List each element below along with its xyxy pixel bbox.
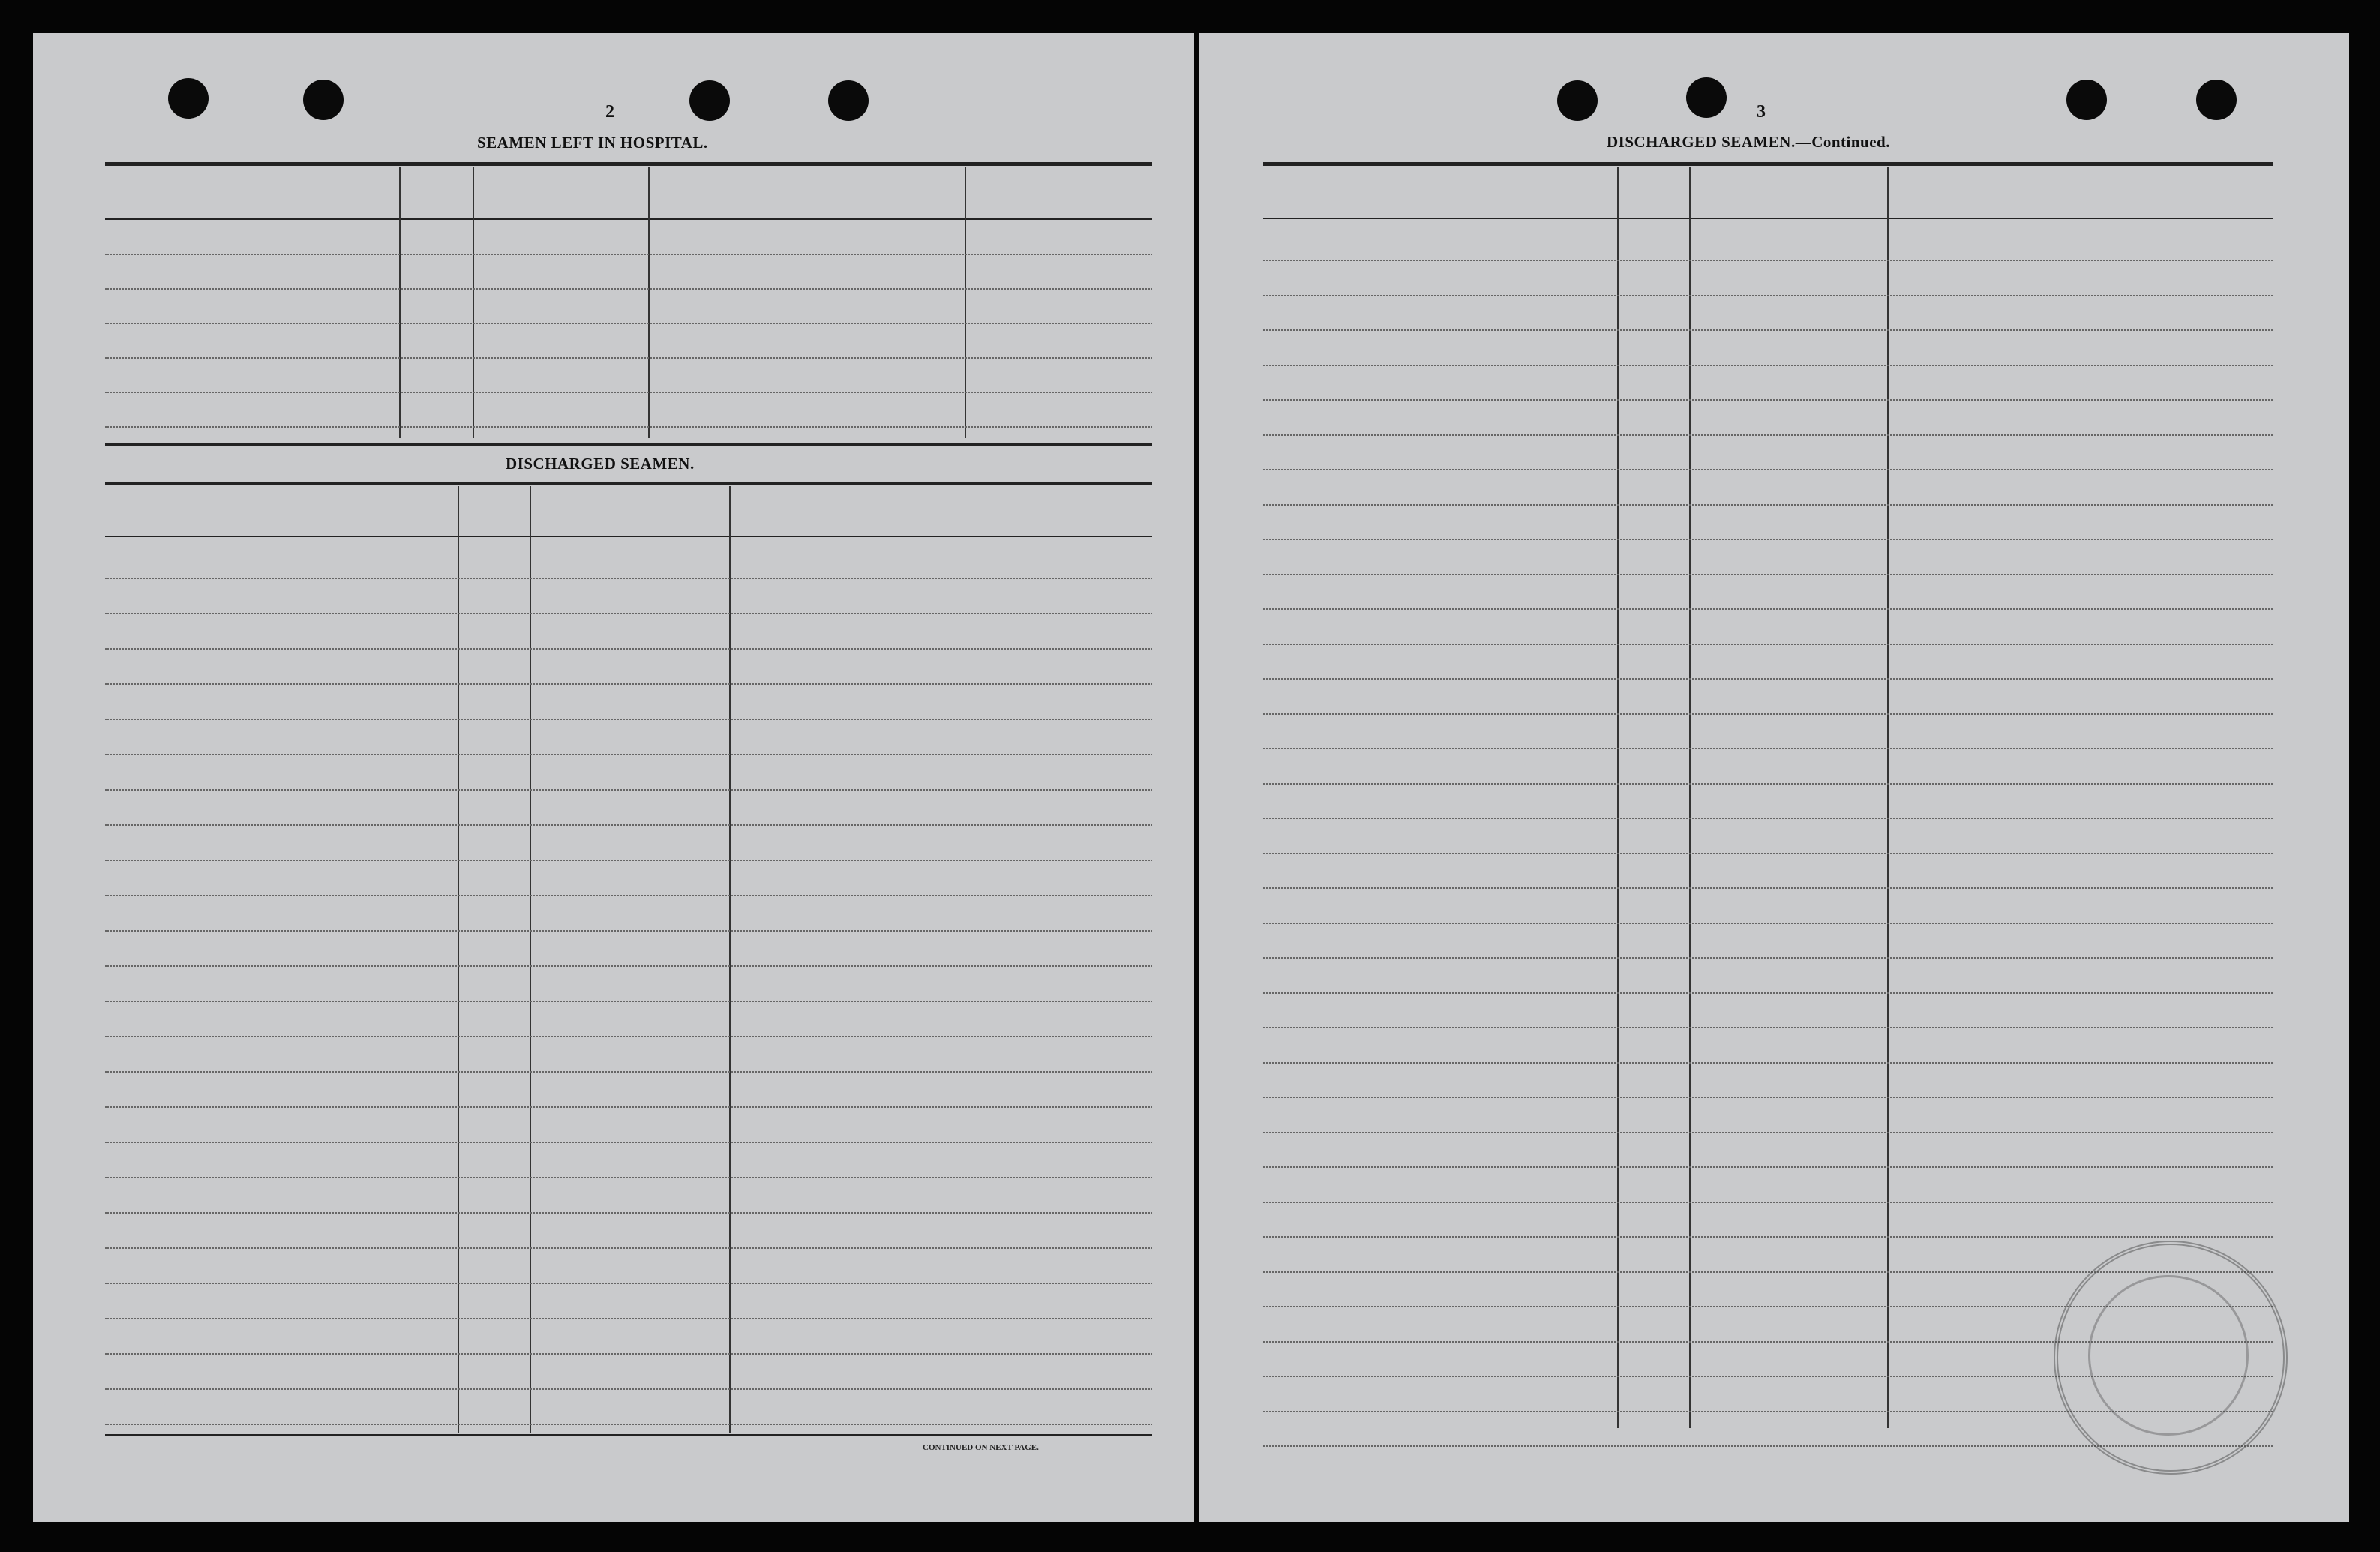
row-rule xyxy=(105,1283,1152,1284)
discharged-table-top-rule xyxy=(105,482,1152,485)
row-rule xyxy=(1263,1097,2273,1098)
row-rule xyxy=(105,789,1152,791)
page-number: 3 xyxy=(1757,102,1766,122)
row-rule xyxy=(105,683,1152,685)
column-divider xyxy=(648,167,650,438)
row-rule xyxy=(1263,574,2273,575)
row-rule xyxy=(1263,1027,2273,1028)
punch-hole-icon xyxy=(303,80,344,120)
row-rule xyxy=(105,930,1152,932)
row-rule xyxy=(105,1353,1152,1355)
row-rule xyxy=(1263,853,2273,854)
row-rule xyxy=(105,288,1152,290)
punch-hole-icon xyxy=(2066,80,2107,120)
row-rule xyxy=(1263,1202,2273,1203)
column-divider xyxy=(965,167,966,438)
row-rule xyxy=(105,824,1152,826)
row-rule xyxy=(1263,504,2273,506)
row-rule xyxy=(1263,887,2273,889)
row-rule xyxy=(1263,399,2273,401)
row-rule xyxy=(105,1247,1152,1249)
punch-hole-icon xyxy=(1686,77,1727,118)
row-rule xyxy=(105,895,1152,896)
discharged-top-rule xyxy=(105,443,1152,446)
row-rule xyxy=(105,1071,1152,1073)
row-rule xyxy=(105,392,1152,393)
column-divider xyxy=(729,486,731,1433)
row-rule xyxy=(105,754,1152,755)
row-rule xyxy=(1263,365,2273,366)
row-rule xyxy=(105,426,1152,428)
discharged-continued-title: DISCHARGED SEAMEN.—Continued. xyxy=(1607,133,1890,151)
row-rule xyxy=(1263,1236,2273,1238)
row-rule xyxy=(1263,469,2273,470)
right-table-top-rule xyxy=(1263,162,2273,166)
punch-hole-icon xyxy=(168,78,209,119)
row-rule xyxy=(105,648,1152,650)
discharged-section-title: DISCHARGED SEAMEN. xyxy=(506,455,695,473)
punch-hole-icon xyxy=(828,80,869,121)
hospital-header-rule xyxy=(105,218,1152,220)
column-divider xyxy=(1689,167,1691,1428)
row-rule xyxy=(105,357,1152,359)
right-page xyxy=(1199,33,2349,1522)
row-rule xyxy=(105,578,1152,579)
left-page xyxy=(33,33,1194,1522)
row-rule xyxy=(105,860,1152,861)
right-header-rule xyxy=(1263,218,2273,219)
hospital-table-top-rule xyxy=(105,162,1152,166)
column-divider xyxy=(473,167,474,438)
page-number: 2 xyxy=(605,102,614,122)
row-rule xyxy=(1263,260,2273,261)
customs-stamp-icon xyxy=(2054,1241,2288,1475)
row-rule xyxy=(1263,783,2273,785)
row-rule xyxy=(1263,1132,2273,1133)
row-rule xyxy=(105,323,1152,324)
row-rule xyxy=(1263,608,2273,610)
row-rule xyxy=(105,965,1152,967)
row-rule xyxy=(1263,957,2273,959)
row-rule xyxy=(105,719,1152,720)
row-rule xyxy=(105,613,1152,614)
discharged-header-rule xyxy=(105,536,1152,537)
column-divider xyxy=(399,167,401,438)
row-rule xyxy=(1263,818,2273,819)
column-divider xyxy=(458,486,459,1433)
row-rule xyxy=(1263,539,2273,540)
row-rule xyxy=(1263,1166,2273,1168)
column-divider xyxy=(530,486,531,1433)
row-rule xyxy=(1263,295,2273,296)
row-rule xyxy=(105,1388,1152,1390)
row-rule xyxy=(1263,329,2273,331)
row-rule xyxy=(1263,923,2273,924)
row-rule xyxy=(1263,678,2273,680)
hospital-section-title: SEAMEN LEFT IN HOSPITAL. xyxy=(477,134,708,152)
row-rule xyxy=(105,1318,1152,1319)
row-rule xyxy=(105,1106,1152,1108)
column-divider xyxy=(1887,167,1889,1428)
row-rule xyxy=(105,1142,1152,1143)
row-rule xyxy=(105,1036,1152,1037)
discharged-bottom-rule xyxy=(105,1434,1152,1436)
row-rule xyxy=(1263,992,2273,994)
row-rule xyxy=(1263,748,2273,749)
row-rule xyxy=(105,1424,1152,1425)
row-rule xyxy=(105,1001,1152,1002)
punch-hole-icon xyxy=(1557,80,1598,121)
punch-hole-icon xyxy=(689,80,730,121)
punch-hole-icon xyxy=(2196,80,2237,120)
column-divider xyxy=(1617,167,1619,1428)
row-rule xyxy=(1263,644,2273,645)
row-rule xyxy=(1263,1062,2273,1064)
row-rule xyxy=(105,254,1152,255)
continued-note: CONTINUED ON NEXT PAGE. xyxy=(923,1443,1039,1452)
row-rule xyxy=(1263,713,2273,715)
row-rule xyxy=(105,1212,1152,1214)
row-rule xyxy=(105,1177,1152,1178)
row-rule xyxy=(1263,434,2273,436)
